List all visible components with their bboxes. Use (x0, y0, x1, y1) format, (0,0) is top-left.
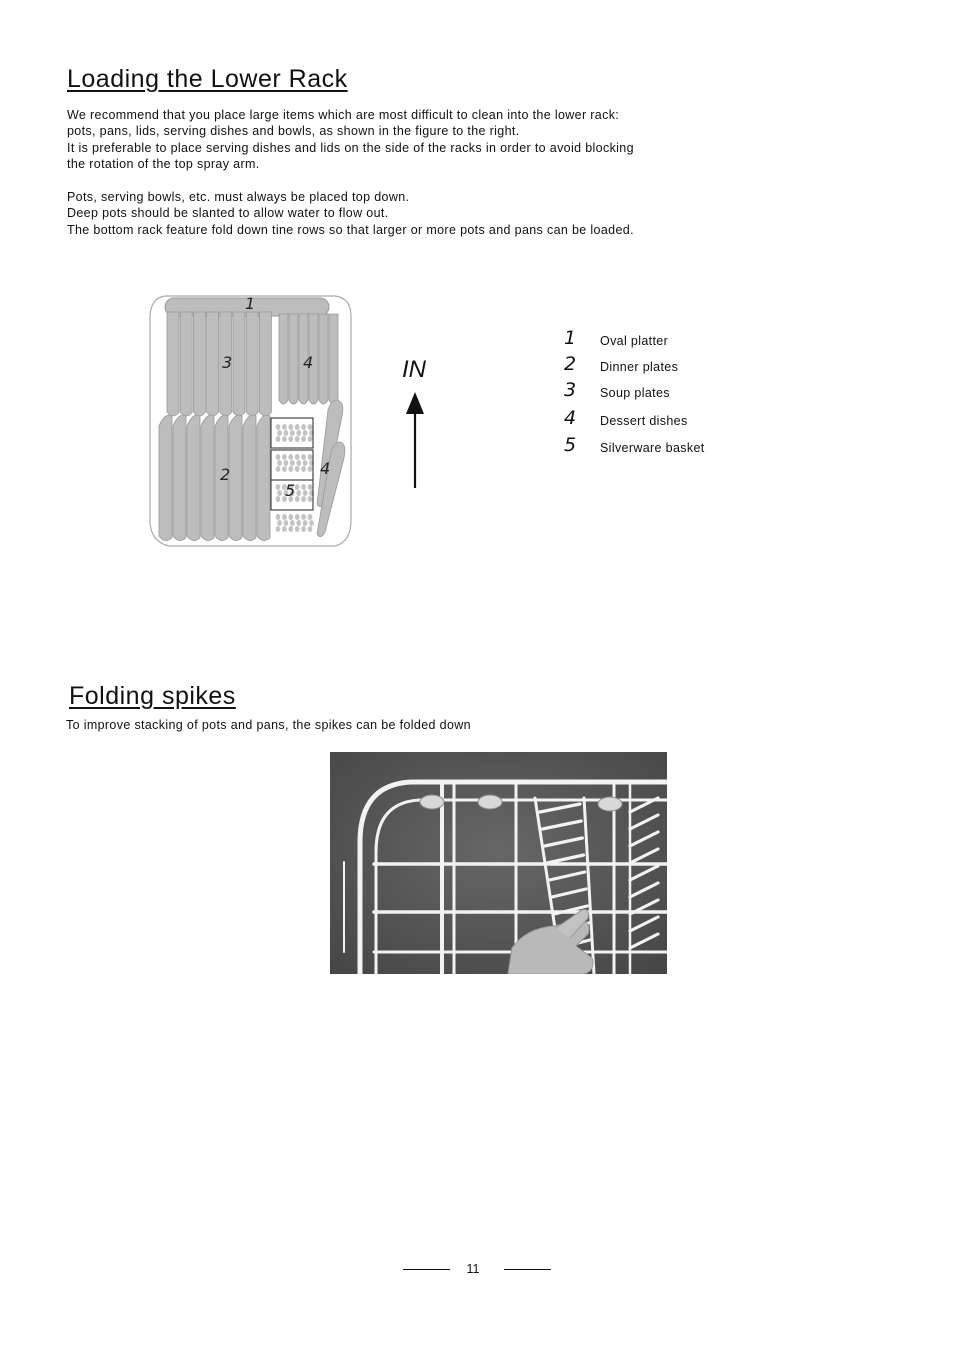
zone-label-1: 1 (245, 294, 256, 313)
dinner-plate-shape (243, 415, 256, 540)
basket-dot (295, 484, 300, 490)
basket-dot (276, 466, 281, 472)
soup-plate-shape (259, 312, 271, 416)
folding-spikes-description: To improve stacking of pots and pans, the spikes can be folded down (66, 718, 471, 732)
basket-dot (288, 454, 293, 460)
intro-line: the rotation of the top spray arm. (67, 156, 260, 171)
basket-dot (301, 526, 306, 532)
basket-dot (301, 454, 306, 460)
legend-number: 4 (564, 407, 577, 429)
basket-dot (301, 424, 306, 430)
basket-dot (295, 424, 300, 430)
basket-dot (308, 466, 313, 472)
basket-dot (290, 460, 295, 466)
section-title-folding-spikes: Folding spikes (69, 682, 236, 710)
basket-dot (296, 460, 301, 466)
basket-dot (295, 496, 300, 502)
basket-dot (284, 430, 289, 436)
basket-dot (301, 484, 306, 490)
soup-plate-shape (233, 312, 245, 416)
intro-paragraph (67, 107, 634, 172)
basket-dot (276, 436, 281, 442)
pots-paragraph (67, 189, 634, 238)
legend-number: 1 (564, 327, 577, 349)
basket-dot (282, 424, 287, 430)
basket-dot (296, 520, 301, 526)
basket-dot (303, 460, 308, 466)
basket-dot (290, 520, 295, 526)
in-label: IN (402, 356, 426, 383)
dinner-plate-shape (201, 415, 214, 540)
dinner-plate-shape (173, 415, 186, 540)
basket-dot (301, 514, 306, 520)
basket-dot (282, 454, 287, 460)
dinner-plate-shape (257, 415, 270, 540)
basket-dot (277, 490, 282, 496)
soup-plate-shape (207, 312, 219, 416)
legend-number: 2 (564, 353, 577, 375)
dinner-plate-shape (159, 415, 172, 540)
footer-rule-right (504, 1269, 551, 1270)
basket-dot (276, 484, 281, 490)
dessert-dish-shape (289, 314, 298, 404)
legend-number: 3 (564, 379, 577, 401)
basket-dot (308, 526, 313, 532)
zone-label-2: 2 (220, 465, 231, 484)
in-direction-arrow (396, 350, 444, 492)
basket-dot (301, 496, 306, 502)
basket-dot (288, 466, 293, 472)
basket-dot (308, 514, 313, 520)
basket-dot (284, 520, 289, 526)
basket-dot (277, 460, 282, 466)
pots-line: Deep pots should be slanted to allow water to flow out. (67, 206, 389, 221)
basket-dot (308, 436, 313, 442)
basket-dot (288, 526, 293, 532)
pots-line: The bottom rack feature fold down tine rows so that larger or more pots and pans can be loaded. (67, 222, 634, 237)
soup-plate-shape (180, 312, 192, 416)
rack-spikes-photo (330, 752, 667, 974)
basket-dot (288, 514, 293, 520)
basket-dot (303, 430, 308, 436)
basket-dot (276, 526, 281, 532)
soup-plate-shape (193, 312, 205, 416)
legend-number: 5 (564, 434, 577, 456)
basket-dot (308, 496, 313, 502)
legend-label: Dessert dishes (600, 414, 688, 428)
basket-dot (309, 520, 314, 526)
basket-dot (303, 490, 308, 496)
soup-plate-shape (246, 312, 258, 416)
basket-dot (276, 514, 281, 520)
basket-dot (276, 496, 281, 502)
basket-dot (276, 454, 281, 460)
legend-label: Dinner plates (600, 360, 679, 374)
basket-dot (282, 526, 287, 532)
zone-label-4-side: 4 (320, 459, 331, 478)
basket-dot (282, 514, 287, 520)
basket-dot (277, 520, 282, 526)
zone-label-3: 3 (222, 353, 233, 372)
footer-rule-left (403, 1269, 450, 1270)
basket-dot (290, 430, 295, 436)
page-number: 11 (466, 1262, 480, 1276)
dessert-dish-shape (319, 314, 328, 404)
zone-label-4-top: 4 (303, 353, 314, 372)
lower-rack-diagram (145, 292, 355, 550)
basket-dot (308, 484, 313, 490)
dessert-dish-shape (329, 314, 338, 404)
basket-dot (301, 466, 306, 472)
basket-dot (303, 520, 308, 526)
basket-dot (308, 424, 313, 430)
basket-dot (295, 436, 300, 442)
basket-dot (277, 430, 282, 436)
zone-label-5: 5 (285, 481, 296, 500)
legend-label: Soup plates (600, 386, 670, 400)
legend-label: Silverware basket (600, 441, 705, 455)
intro-line: pots, pans, lids, serving dishes and bowls, as shown in the figure to the right. (67, 124, 520, 139)
section-title-loading-lower-rack: Loading the Lower Rack (67, 65, 348, 93)
intro-line: We recommend that you place large items which are most difficult to clean into the lower rack: (67, 108, 620, 122)
basket-dot (301, 436, 306, 442)
basket-dot (276, 424, 281, 430)
dinner-plate-shape (187, 415, 200, 540)
basket-dot (295, 514, 300, 520)
basket-dot (288, 436, 293, 442)
legend-label: Oval platter (600, 334, 669, 348)
basket-dot (295, 454, 300, 460)
intro-line: It is preferable to place serving dishes and lids on the side of the racks in order to avoid blocking (67, 140, 634, 155)
basket-dot (296, 430, 301, 436)
basket-dot (284, 460, 289, 466)
basket-dot (295, 466, 300, 472)
basket-dot (296, 490, 301, 496)
basket-dot (282, 436, 287, 442)
basket-dot (295, 526, 300, 532)
pots-line: Pots, serving bowls, etc. must always be placed top down. (67, 190, 410, 204)
page-footer (0, 1262, 954, 1282)
soup-plate-shape (167, 312, 179, 416)
dessert-dish-shape (279, 314, 288, 404)
basket-dot (282, 466, 287, 472)
basket-dot (308, 454, 313, 460)
basket-dot (288, 424, 293, 430)
dinner-plate-shape (229, 415, 242, 540)
